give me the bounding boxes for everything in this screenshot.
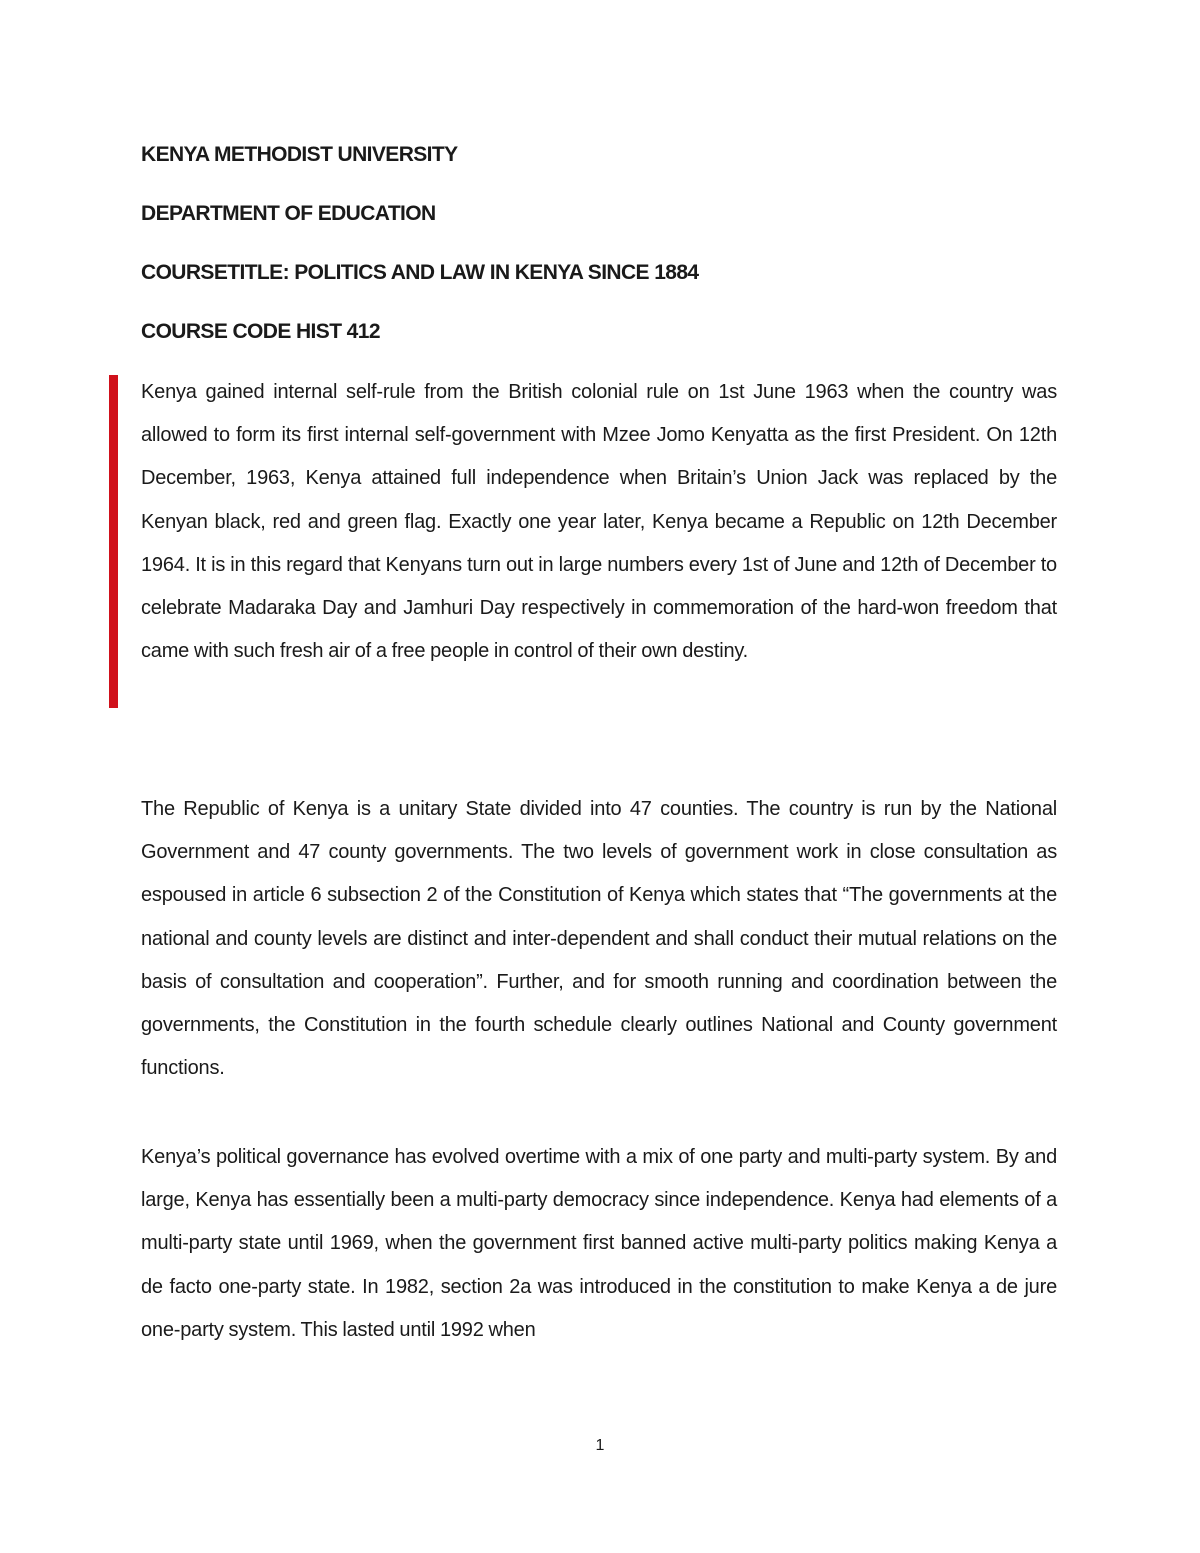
course-code-heading: COURSE CODE HIST 412 [141,320,380,343]
course-title-heading: COURSETITLE: POLITICS AND LAW IN KENYA SINCE 1884 [141,261,699,284]
department-heading: DEPARTMENT OF EDUCATION [141,202,436,225]
university-heading: KENYA METHODIST UNIVERSITY [141,143,458,166]
paragraph-governance: Kenya’s political governance has evolved overtime with a mix of one party and multi-party system. By and large, Kenya has essentially been a multi-party democracy since independence. Kenya had elements of a multi-party state until 1969, when the government first banned active multi-party politics making Kenya a de facto one-party state. In 1982, section 2a was introduced in the constitution to make Kenya a de jure one-party system. This lasted until 1992 when [141,1146,1057,1341]
paragraph-republic: The Republic of Kenya is a unitary State divided into 47 counties. The country is run by the National Government and 47 county governments. The two levels of government work in close consultation as espoused in article 6 subsection 2 of the Constitution of Kenya which states that “The governments at the national and county levels are distinct and inter-dependent and shall conduct their mutual relations on the basis of consultation and cooperation”. Further, and for smooth running and coordination between the governments, the Constitution in the fourth schedule clearly outlines National and County government functions. [141,798,1057,1080]
page-number: 1 [595,1437,605,1454]
paragraph-independence: Kenya gained internal self-rule from the British colonial rule on 1st June 1963 when the country was allowed to form its first internal self-government with Mzee Jomo Kenyatta as the first President. On 12th December, 1963, Kenya attained full independence when Britain’s Union Jack was replaced by the Kenyan black, red and green flag. Exactly one year later, Kenya became a Republic on 12th December 1964. It is in this regard that Kenyans turn out in large numbers every 1st of June and 12th of December to celebrate Madaraka Day and Jamhuri Day respectively in commemoration of the hard-won freedom that came with such fresh air of a free people in control of their own destiny. [141,381,1057,663]
revision-change-bar [109,375,118,708]
